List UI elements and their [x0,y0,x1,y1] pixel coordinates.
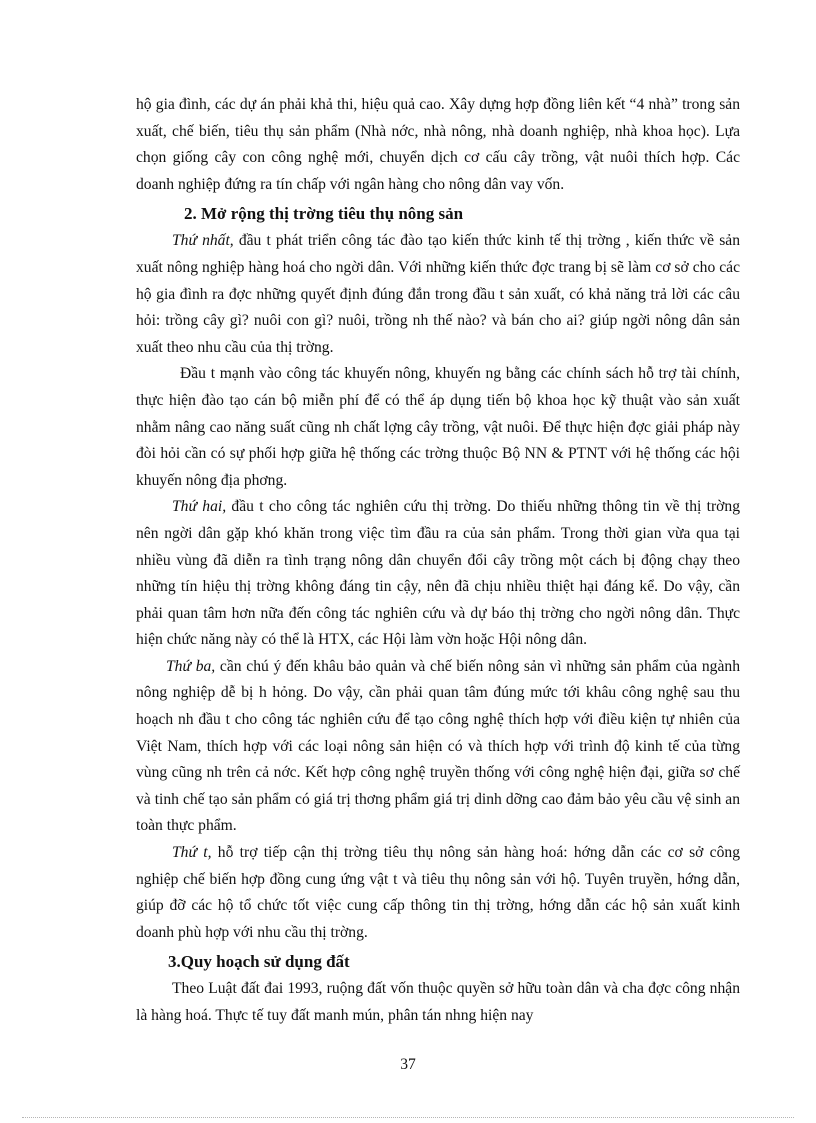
paragraph-first-text: đầu t phát triển công tác đào tạo kiến thức kinh tế thị trờng , kiến thức về sản xuất nông nghiệp hàng hoá cho ngời dân. Với những kiến thức đợc trang bị sẽ làm cơ sở cho các hộ gia đình ra đợc những quyết định đúng đắn trong đầu t sản xuất, có khả năng trả lời các câu hỏi: trồng cây gì? nuôi con gì? nuôi, trồng nh thế nào? và bán cho ai? giúp ngời nông dân sản xuất theo nhu cầu của thị trờng. [136,232,740,356]
lead-fourth: Thứ t, [172,844,212,862]
paragraph-first-point [136,228,740,361]
paragraph-second-point [136,494,740,654]
paragraph-second-text: đầu t cho công tác nghiên cứu thị trờng. Do thiếu những thông tin về thị trờng nên ngời dân gặp khó khăn trong việc tìm đầu ra của sản phẩm. Trong thời gian vừa qua tại nhiều vùng đã diễn ra tình trạng nông dân chuyển đổi cây trồng một cách bị động chạy theo những tín hiệu thị trờng không đáng tin cậy, nên đã chịu nhiều thiệt hại đáng kể. Do vậy, cần phải quan tâm hơn nữa đến công tác nghiên cứu và dự báo thị trờng cho ngời nông dân. Thực hiện chức năng này có thể là HTX, các Hội làm vờn hoặc Hội nông dân. [136,498,740,649]
paragraph-continuation: hộ gia đình, các dự án phải khả thi, hiệu quả cao. Xây dựng hợp đồng liên kết “4 nhà” trong sản xuất, chế biến, tiêu thụ sản phẩm (Nhà nớc, nhà nông, nhà doanh nghiệp, nhà khoa học). Lựa chọn giống cây con công nghệ mới, chuyển dịch cơ cấu cây trồng, vật nuôi thích hợp. Các doanh nghiệp đứng ra tín chấp với ngân hàng cho nông dân vay vốn. [136,96,740,193]
lead-second: Thứ hai, [172,498,227,516]
lead-third: Thứ ba, [166,657,216,675]
paragraph-extension: Đầu t mạnh vào công tác khuyến nông, khuyến ng bằng các chính sách hỗ trợ tài chính, thực hiện đào tạo cán bộ miễn phí để có thể áp dụng tiến bộ khoa học kỹ thuật vào sản xuất nhằm nâng cao năng suất cũng nh chất lợng cây trồng, vật nuôi. Để thực hiện đợc giải pháp này đòi hỏi cần có sự phối hợp giữa hệ thống các trờng thuộc Bộ NN & PTNT với hệ thống các hội khuyến nông địa phơng. [136,365,740,489]
paragraph-fourth-point [136,840,740,946]
footer-divider [22,1117,794,1118]
paragraph-third-point [136,654,740,840]
lead-first: Thứ nhất, [172,232,234,250]
paragraph-land-law: Theo Luật đất đai 1993, ruộng đất vốn thuộc quyền sở hữu toàn dân và cha đợc công nhận là hàng hoá. Thực tế tuy đất manh mún, phân tán nhng hiện nay [136,980,740,1024]
page-number: 37 [400,1056,416,1073]
paragraph-third-text: cần chú ý đến khâu bảo quản và chế biến nông sản vì những sản phẩm của ngành nông nghiệp dễ bị h hỏng. Do vậy, cần phải quan tâm đúng mức tới khâu công nghệ sau thu hoạch nh đầu t cho công tác nghiên cứu để tạo công nghệ thích hợp với điều kiện tự nhiên của Việt Nam, thích hợp với các loại nông sản hiện có và thích hợp với trình độ kinh tế của từng vùng cũng nh trên cả nớc. Kết hợp công nghệ truyền thống với công nghệ hiện đại, giữa sơ chế và tinh chế tạo sản phẩm có giá trị thơng phẩm giá trị dinh dỡng cao đảm bảo yêu cầu vệ sinh an toàn thực phẩm. [136,657,740,835]
section-heading-3: 3.Quy hoạch sử dụng đất [168,952,350,972]
page-body [136,92,740,1030]
section-heading-2: 2. Mở rộng thị trờng tiêu thụ nông sản [184,204,464,224]
paragraph-fourth-text: hỗ trợ tiếp cận thị trờng tiêu thụ nông sản hàng hoá: hớng dẫn các cơ sở công nghiệp chế biến hợp đồng cung ứng vật t và tiêu thụ nông sản với hộ. Tuyên truyền, hớng dẫn, giúp đỡ các hộ tổ chức tốt việc cung cấp thông tin thị trờng, hớng dẫn các hộ sản xuất kinh doanh phù hợp với nhu cầu thị trờng. [136,844,740,941]
